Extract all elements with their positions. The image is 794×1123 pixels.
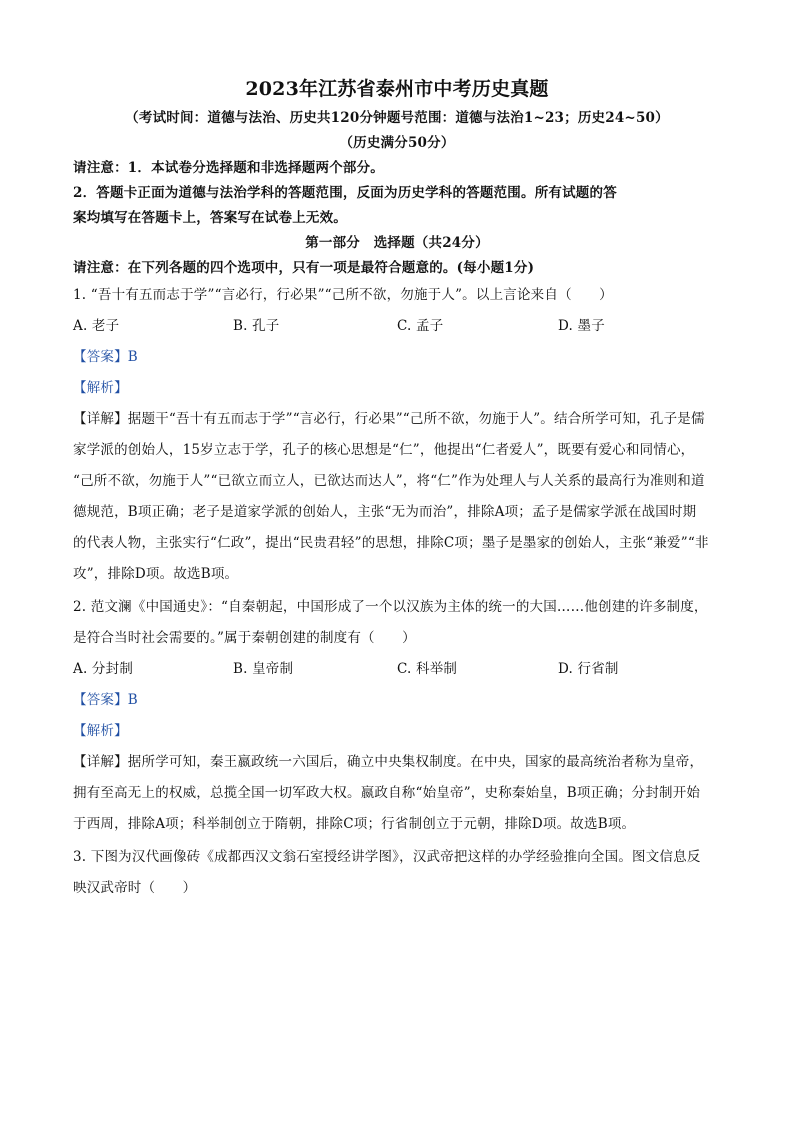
question-1-answer: 【答案】B	[73, 349, 138, 365]
question-2-option-d: D. 行省制	[558, 661, 619, 677]
question-2-option-b: B. 皇帝制	[233, 661, 294, 677]
question-1-option-d: D. 墨子	[558, 318, 605, 334]
part-instruction: 请注意：在下列各题的四个选项中，只有一项是最符合题意的。(每小题1分)	[73, 260, 535, 276]
notice-line-1: 请注意：1．本试卷分选择题和非选择题两个部分。	[73, 160, 384, 176]
question-1-detail-line: “己所不欲，勿施于人”“已欲立而立人，已欲达而达人”，将“仁”作为处理人与人关系的最高行为准则和道	[73, 473, 705, 489]
question-3-stem: 映汉武帝时（ ）	[73, 880, 197, 896]
question-1-option-a: A. 老子	[73, 318, 120, 334]
question-2-option-a: A. 分封制	[73, 661, 134, 677]
page-title: 2023年江苏省泰州市中考历史真题	[245, 78, 549, 100]
question-1-stem: 1. “吾十有五而志于学”“言必行，行必果”“己所不欲，勿施于人”。以上言论来自（ ）	[73, 287, 613, 303]
part-heading: 第一部分 选择题（共24分）	[305, 235, 489, 251]
question-2-detail-line: 于西周，排除A项；科举制创立于隋朝，排除C项；行省制创立于元朝，排除D项。故选B项。	[73, 816, 636, 832]
question-2-stem: 2. 范文澜《中国通史》：“自秦朝起，中国形成了一个以汉族为主体的统一的大国……他创建的许多制度，	[73, 599, 708, 615]
question-2-detail-line: 【详解】据所学可知，秦王嬴政统一六国后，确立中央集权制度。在中央，国家的最高统治者称为皇帝，	[73, 754, 704, 770]
question-1-detail-line: 家学派的创始人，15岁立志于学，孔子的核心思想是“仁”，他提出“仁者爱人”，既要有爱心和同情心，	[73, 442, 695, 458]
question-2-option-c: C. 科举制	[397, 661, 458, 677]
question-1-option-c: C. 孟子	[397, 318, 444, 334]
question-1-detail-line: 【详解】据题干“吾十有五而志于学”“言必行，行必果”“己所不欲，勿施于人”。结合所学可知，孔子是儒	[73, 411, 705, 427]
notice-line-3: 案均填写在答题卡上，答案写在试卷上无效。	[73, 210, 347, 226]
question-1-detail-line: 的代表人物，主张实行“仁政”，提出“民贵君轻”的思想，排除C项；墨子是墨家的创始人，主张“兼爱”“非	[73, 535, 709, 551]
question-1-detail-line: 德规范，B项正确；老子是道家学派的创始人，主张“无为而治”，排除A项；孟子是儒家学派在战国时期	[73, 504, 697, 520]
question-2-analysis-label: 【解析】	[73, 723, 128, 739]
question-3-stem: 3. 下图为汉代画像砖《成都西汉文翁石室授经讲学图》，汉武帝把这样的办学经验推向全国。图文信息反	[73, 849, 701, 865]
question-2-answer: 【答案】B	[73, 692, 138, 708]
notice-line-2: 2．答题卡正面为道德与法治学科的答题范围，反面为历史学科的答题范围。所有试题的答	[73, 185, 617, 201]
question-2-stem: 是符合当时社会需要的。”属于秦朝创建的制度有（ ）	[73, 630, 416, 646]
exam-time-note: （考试时间：道德与法治、历史共120分钟题号范围：道德与法治1~23；历史24~50）	[125, 110, 669, 126]
score-note: （历史满分50分）	[339, 135, 455, 151]
question-1-option-b: B. 孔子	[233, 318, 280, 334]
question-1-detail-line: 攻”，排除D项。故选B项。	[73, 566, 239, 582]
question-2-detail-line: 拥有至高无上的权威，总揽全国一切军政大权。嬴政自称“始皇帝”，史称秦始皇，B项正确；分封制开始	[73, 785, 701, 801]
question-1-analysis-label: 【解析】	[73, 380, 128, 396]
